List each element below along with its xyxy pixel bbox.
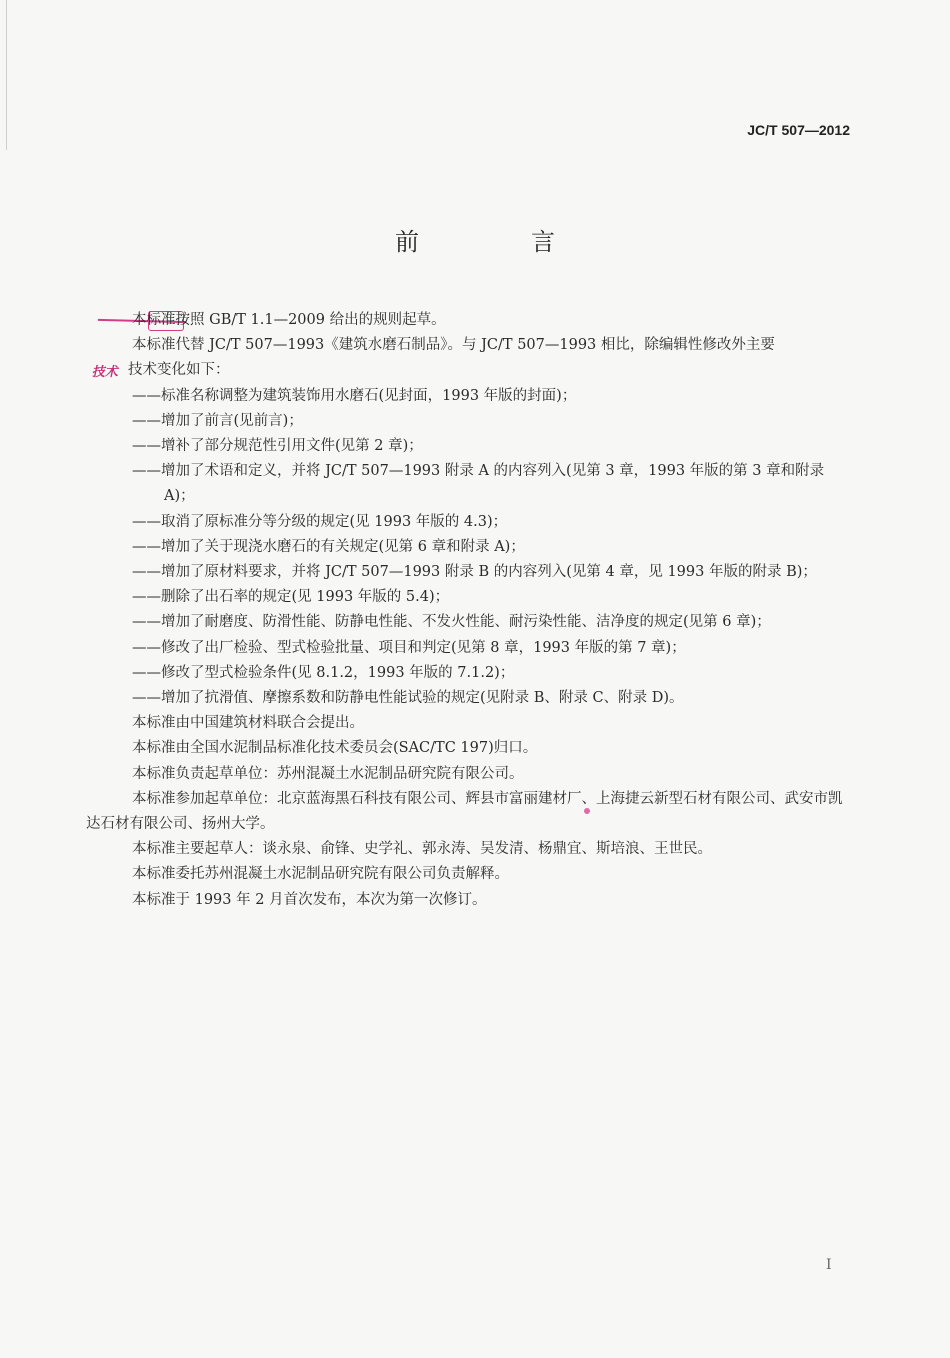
paragraph-lead-drafter: 本标准负责起草单位：苏州混凝土水泥制品研究院有限公司。 (132, 765, 524, 782)
list-item: ——取消了原标准分等分级的规定(见 1993 年版的 4.3)； (132, 513, 508, 530)
list-item: ——修改了型式检验条件(见 8.1.2，1993 年版的 7.1.2)； (132, 664, 515, 681)
title-char-1: 前 (395, 228, 419, 256)
list-item: ——标准名称调整为建筑装饰用水磨石(见封面，1993 年版的封面)； (132, 387, 577, 404)
paragraph-changes-intro: 技术变化如下： (128, 362, 230, 379)
list-item: ——删除了出石率的规定(见 1993 年版的 5.4)； (132, 589, 450, 606)
paragraph-committee: 本标准由全国水泥制品标准化技术委员会(SAC/TC 197)归口。 (132, 740, 538, 757)
page-title (395, 222, 555, 257)
paragraph-interpretation: 本标准委托苏州混凝土水泥制品研究院有限公司负责解释。 (132, 866, 509, 883)
list-item: ——修改了出厂检验、型式检验批量、项目和判定(见第 8 章，1993 年版的第 7 章)； (132, 639, 686, 656)
handwritten-note: 技术 (90, 365, 121, 380)
list-item: ——增加了抗滑值、摩擦系数和防静电性能试验的规定(见附录 B、附录 C、附录 D)。 (132, 690, 684, 707)
document-body (86, 308, 855, 913)
list-item: ——增加了原材料要求，并将 JC/T 507—1993 附录 B 的内容列入(见第 4 章，见 1993 年版的附录 B)； (132, 564, 817, 581)
list-item: ——增加了耐磨度、防滑性能、防静电性能、不发火性能、耐污染性能、洁净度的规定(见第 6 章)； (132, 614, 771, 631)
list-item: ——增加了前言(见前言)； (132, 412, 303, 429)
page-number: I (826, 1257, 832, 1273)
title-char-2: 言 (531, 228, 555, 256)
paragraph-proposer: 本标准由中国建筑材料联合会提出。 (132, 715, 364, 732)
paragraph-participating-drafters: 本标准参加起草单位：北京蓝海黑石科技有限公司、辉县市富丽建材厂、上海捷云新型石材有限公司、武安市凯达石材有限公司、扬州大学。 (86, 790, 843, 833)
standard-code: JC/T 507—2012 (747, 122, 850, 138)
paragraph-drafting-rule: 本标准按照 GB/T 1.1—2009 给出的规则起草。 (132, 312, 446, 328)
list-item: ——增加了关于现浇水磨石的有关规定(见第 6 章和附录 A)； (132, 538, 525, 555)
paragraph-replacement: 本标准代替 JC/T 507—1993《建筑水磨石制品》。与 JC/T 507—1993 相比，除编辑性修改外主要 (132, 337, 775, 354)
page-edge-line (6, 0, 7, 150)
paragraph-publication: 本标准于 1993 年 2 月首次发布，本次为第一次修订。 (132, 891, 487, 908)
paragraph-main-drafters: 本标准主要起草人：谈永泉、俞锋、史学礼、郭永涛、吴发清、杨鼎宜、斯培浪、王世民。 (132, 841, 712, 858)
list-item: ——增补了部分规范性引用文件(见第 2 章)； (132, 438, 423, 455)
list-item: ——增加了术语和定义，并将 JC/T 507—1993 附录 A 的内容列入(见第 3 章，1993 年版的第 3 章和附录 A)； (132, 463, 825, 505)
